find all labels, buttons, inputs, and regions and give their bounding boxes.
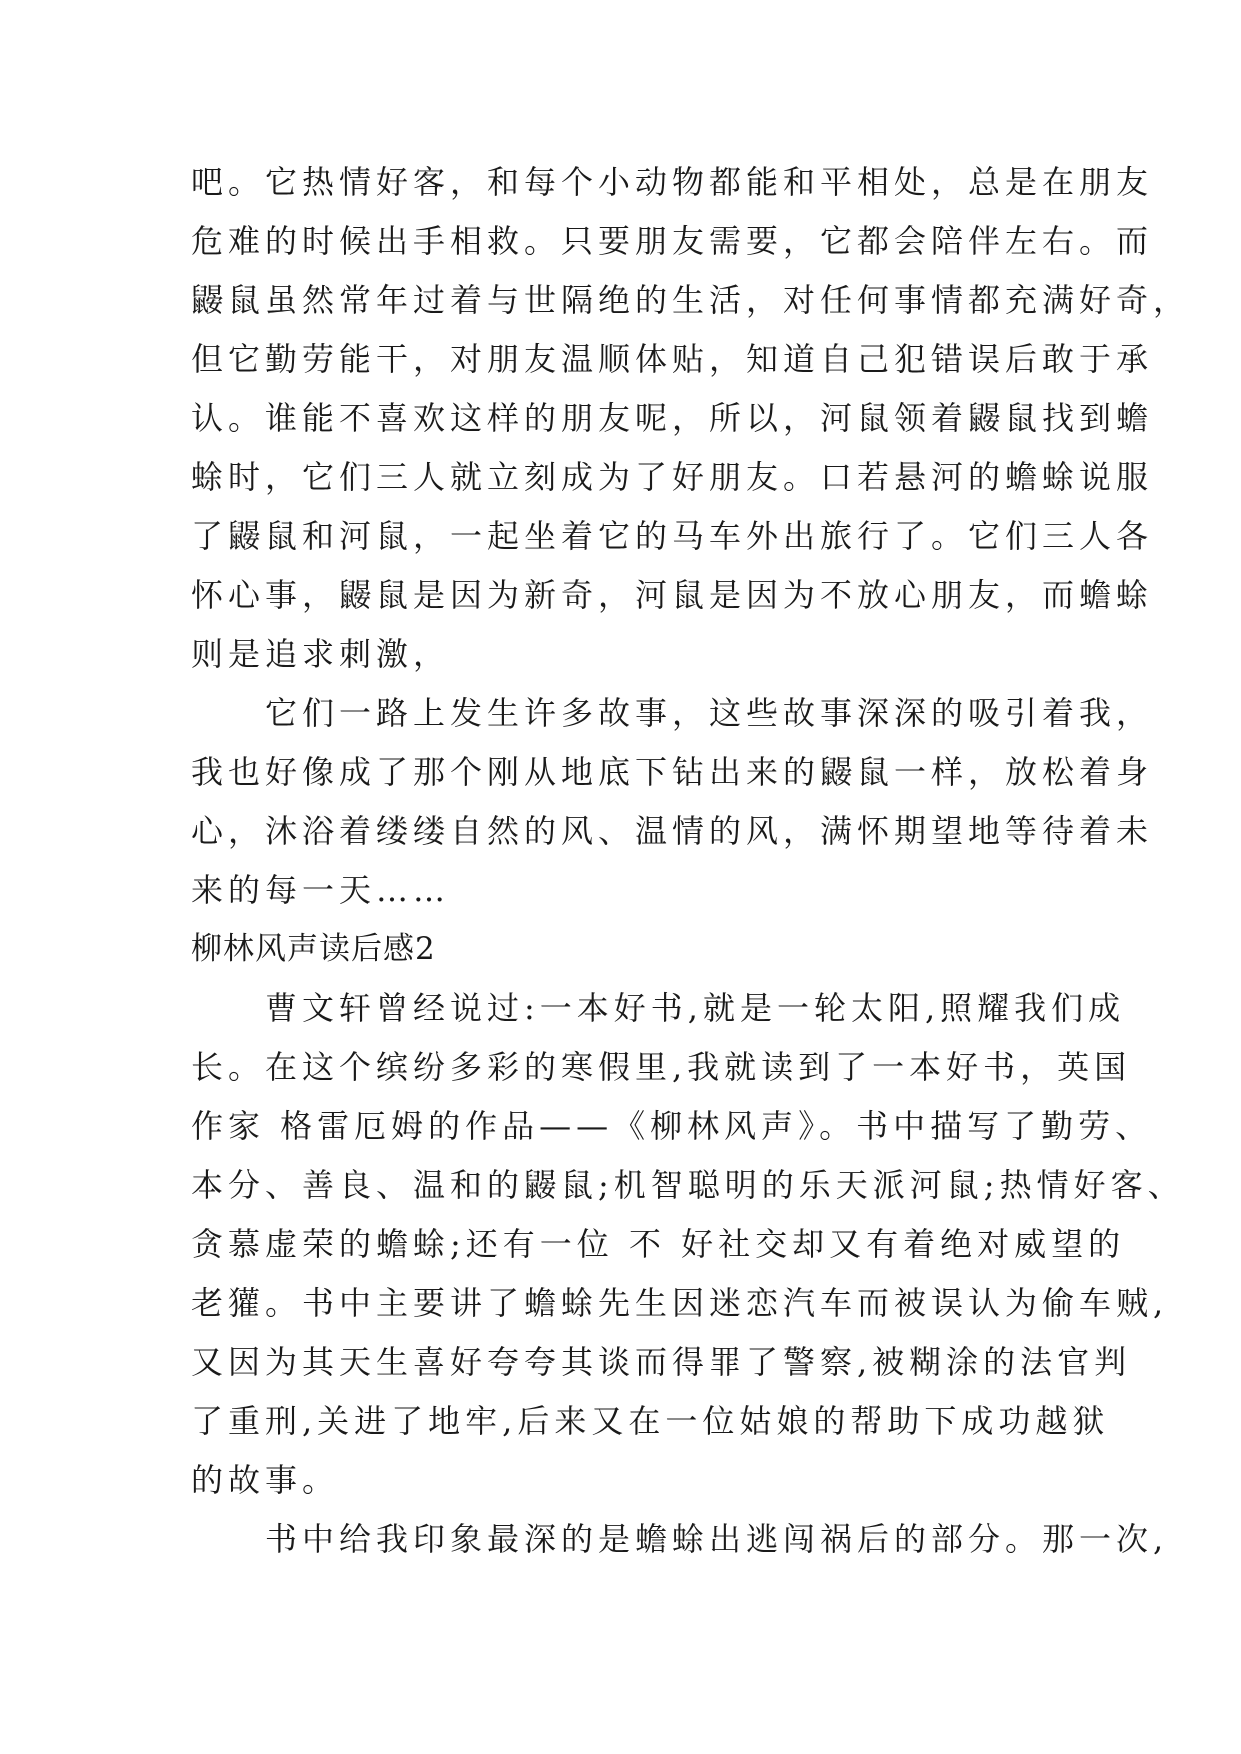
paragraph-line: 本分、善良、温和的鼹鼠;机智聪明的乐天派河鼠;热情好客、 — [191, 1166, 1185, 1204]
paragraph-line: 了鼹鼠和河鼠，一起坐着它的马车外出旅行了。它们三人各 — [191, 517, 1154, 555]
paragraph-line: 长。在这个缤纷多彩的寒假里,我就读到了一本好书，英国 — [191, 1048, 1132, 1086]
paragraph-line: 但它勤劳能干，对朋友温顺体贴，知道自己犯错误后敢于承 — [191, 340, 1154, 378]
paragraph-line: 心，沐浴着缕缕自然的风、温情的风，满怀期望地等待着未 — [191, 812, 1154, 850]
paragraph-line: 老獾。书中主要讲了蟾蜍先生因迷恋汽车而被误认为偷车贼, — [191, 1284, 1169, 1322]
paragraph-line: 则是追求刺激， — [191, 635, 451, 673]
paragraph-line: 我也好像成了那个刚从地底下钻出来的鼹鼠一样，放松着身 — [191, 753, 1154, 791]
paragraph-line: 它们一路上发生许多故事，这些故事深深的吸引着我， — [191, 694, 1154, 732]
section-heading: 柳林风声读后感2 — [191, 931, 436, 967]
paragraph-line: 书中给我印象最深的是蟾蜍出逃闯祸后的部分。那一次, — [191, 1520, 1169, 1558]
paragraph-line: 危难的时候出手相救。只要朋友需要，它都会陪伴左右。而 — [191, 222, 1154, 260]
paragraph-line: 蜍时，它们三人就立刻成为了好朋友。口若悬河的蟾蜍说服 — [191, 458, 1154, 496]
paragraph-line: 吧。它热情好客，和每个小动物都能和平相处，总是在朋友 — [191, 163, 1154, 201]
paragraph-line: 怀心事，鼹鼠是因为新奇，河鼠是因为不放心朋友，而蟾蜍 — [191, 576, 1154, 614]
paragraph-line: 来的每一天…… — [191, 871, 451, 909]
paragraph-line: 曹文轩曾经说过:一本好书,就是一轮太阳,照耀我们成 — [191, 989, 1126, 1027]
paragraph-line: 作家 格雷厄姆的作品——《柳林风声》。书中描写了勤劳、 — [191, 1107, 1153, 1145]
paragraph-line: 认。谁能不喜欢这样的朋友呢，所以，河鼠领着鼹鼠找到蟾 — [191, 399, 1154, 437]
paragraph-line: 贪慕虚荣的蟾蜍;还有一位 不 好社交却又有着绝对威望的 — [191, 1225, 1126, 1263]
paragraph-line: 又因为其天生喜好夸夸其谈而得罪了警察,被糊涂的法官判 — [191, 1343, 1132, 1381]
paragraph-line: 了重刑,关进了地牢,后来又在一位姑娘的帮助下成功越狱 — [191, 1402, 1110, 1440]
paragraph-line: 鼹鼠虽然常年过着与世隔绝的生活，对任何事情都充满好奇， — [191, 281, 1191, 319]
paragraph-line: 的故事。 — [191, 1461, 340, 1499]
